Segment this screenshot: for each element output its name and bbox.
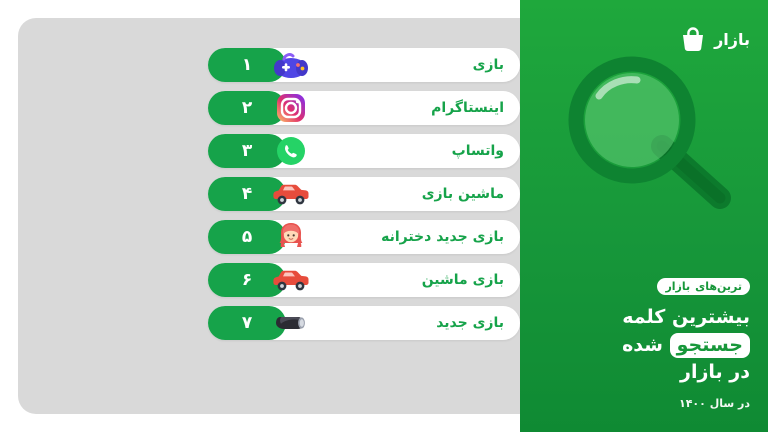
magnifying-glass-icon: [540, 56, 750, 221]
headline-line-2: [538, 332, 750, 360]
instagram-icon: [270, 87, 312, 129]
headline-highlight: جستجو: [670, 333, 750, 358]
headline-line-3: در بازار: [680, 361, 750, 384]
list-item-label: بازی جدید: [436, 315, 504, 331]
headline-line-2-rest: شده: [622, 333, 663, 356]
list-item-label: بازی ماشین: [421, 272, 504, 288]
brand-lockup: [678, 26, 750, 52]
rank-badge: ۵: [208, 220, 286, 254]
kicker-badge: [657, 278, 750, 295]
list-item[interactable]: [208, 306, 520, 340]
kicker-brand: بازار: [665, 280, 691, 294]
promo-panel: [520, 0, 768, 432]
vr-headset-icon: [270, 302, 312, 344]
ranking-panel: [18, 18, 538, 414]
girl-avatar-icon: [270, 216, 312, 258]
toy-car-icon: [270, 259, 312, 301]
list-item-label: بازی جدید دخترانه: [381, 229, 504, 245]
headline-line-1: بیشترین کلمه: [622, 306, 750, 329]
kicker-prefix: ترین‌های: [695, 280, 742, 294]
list-item[interactable]: [208, 134, 520, 168]
rank-badge: ۳: [208, 134, 286, 168]
toy-car-icon: [270, 173, 312, 215]
rank-badge: ۷: [208, 306, 286, 340]
list-item[interactable]: [208, 48, 520, 82]
ranking-list: [18, 48, 538, 340]
shopping-bag-icon: [678, 26, 708, 52]
list-item[interactable]: [208, 220, 520, 254]
rank-badge: ۲: [208, 91, 286, 125]
rank-badge: ۱: [208, 48, 286, 82]
rank-badge: ۶: [208, 263, 286, 297]
rank-badge: ۴: [208, 177, 286, 211]
whatsapp-icon: [270, 130, 312, 172]
list-item[interactable]: [208, 177, 520, 211]
headline-block: [538, 275, 750, 410]
brand-name: بازار: [714, 29, 750, 49]
list-item-label: ماشین بازی: [421, 186, 504, 202]
list-item[interactable]: [208, 263, 520, 297]
list-item[interactable]: [208, 91, 520, 125]
list-item-label: بازی: [472, 57, 504, 73]
list-item-label: واتساپ: [451, 143, 504, 159]
list-item-label: اینستاگرام: [431, 100, 504, 116]
game-controller-icon: [270, 44, 312, 86]
year-label: در سال ۱۴۰۰: [679, 397, 750, 410]
